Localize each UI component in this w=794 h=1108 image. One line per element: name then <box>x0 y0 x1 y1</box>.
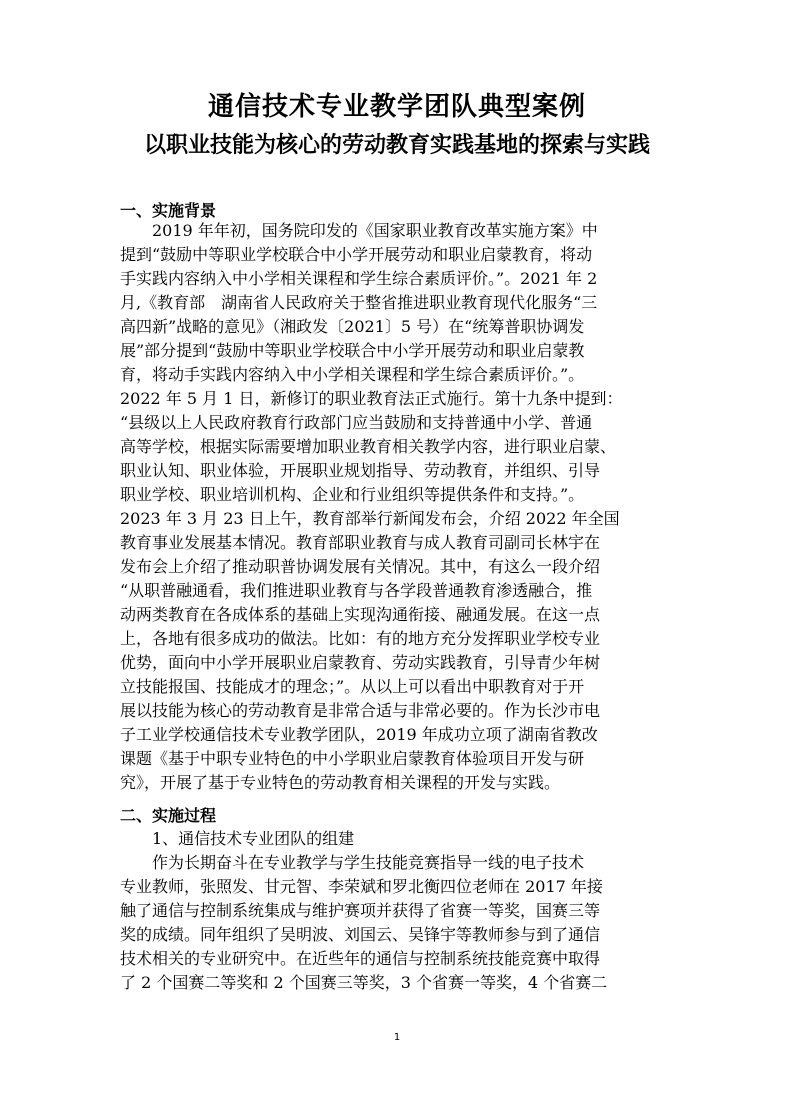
paragraph-line: “从职普融通看，我们推进职业教育与各学段普通教育渗透融合，推 <box>120 581 593 600</box>
paragraph-line: 究》，开展了基于专业特色的劳动教育相关课程的开发与实践。 <box>120 773 561 792</box>
paragraph-line: 发布会上介绍了推动职普协调发展有关情况。其中，有这么一段介绍 <box>120 557 601 576</box>
paragraph-line: 展”部分提到“鼓励中等职业学校联合中小学开展劳动和职业启蒙教 <box>120 341 585 360</box>
paragraph-line: 职业认知、职业体验，开展职业规划指导、劳动教育，并组织、引导 <box>120 461 601 480</box>
paragraph-line: 立技能报国、技能成才的理念；”。从以上可以看出中职教育对于开 <box>120 677 585 696</box>
paragraph-line: 2023 年 3 月 23 日上午，教育部举行新闻发布会，介绍 2022 年全国 <box>120 509 620 528</box>
paragraph-line: 教育事业发展基本情况。教育部职业教育与成人教育司副司长林宇在 <box>120 533 601 552</box>
paragraph-line: 2019 年年初，国务院印发的《国家职业教育改革实施方案》中 <box>152 221 598 240</box>
paragraph-line: 子工业学校通信技术专业教学团队，2019 年成功立项了湖南省教改 <box>120 725 598 744</box>
paragraph-line: 展以技能为核心的劳动教育是非常合适与非常必要的。作为长沙市电 <box>120 701 601 720</box>
paragraph-line: “县级以上人民政府教育行政部门应当鼓励和支持普通中小学、普通 <box>120 413 593 432</box>
section-heading-background: 一、实施背景 <box>120 201 217 220</box>
page-number: 1 <box>393 1032 401 1043</box>
paragraph-line: 了 2 个国赛二等奖和 2 个国赛三等奖，3 个省赛一等奖，4 个省赛二 <box>120 973 608 992</box>
paragraph-line: 优势，面向中小学开展职业启蒙教育、劳动实践教育，引导青少年树 <box>120 653 601 672</box>
paragraph-line: 触了通信与控制系统集成与维护赛项并获得了省赛一等奖，国赛三等 <box>120 901 601 920</box>
paragraph-line: 2022 年 5 月 1 日，新修订的职业教育法正式施行。第十九条中提到： <box>120 389 623 408</box>
paragraph-line: 上，各地有很多成功的做法。比如：有的地方充分发挥职业学校专业 <box>120 629 601 648</box>
paragraph-line: 提到“鼓励中等职业学校联合中小学开展劳动和职业启蒙教育，将动 <box>120 245 593 264</box>
paragraph-line: 高等学校，根据实际需要增加职业教育相关教学内容，进行职业启蒙、 <box>120 437 617 456</box>
paragraph-line: 课题《基于中职专业特色的中小学职业启蒙教育体验项目开发与研 <box>120 749 585 768</box>
subsection-heading: 1、通信技术专业团队的组建 <box>152 829 355 848</box>
paragraph-line: 作为长期奋斗在专业教学与学生技能竞赛指导一线的电子技术 <box>152 853 585 872</box>
paragraph-line: 职业学校、职业培训机构、企业和行业组织等提供条件和支持。”。 <box>120 485 585 504</box>
paragraph-line: 动两类教育在各成体系的基础上实现沟通衔接、融通发展。在这一点 <box>120 605 601 624</box>
section-heading-process: 二、实施过程 <box>120 806 217 825</box>
paragraph-line: 专业教师，张照发、甘元智、李荣斌和罗北衡四位老师在 2017 年接 <box>120 877 603 896</box>
page-title: 通信技术专业教学团队典型案例 <box>207 92 586 122</box>
paragraph-line: 月,《教育部 湖南省人民政府关于整省推进职业教育现代化服务“三 <box>120 293 598 312</box>
page-subtitle: 以职业技能为核心的劳动教育实践基地的探索与实践 <box>143 133 650 158</box>
paragraph-line: 奖的成绩。同年组织了吴明波、刘国云、吴锋宇等教师参与到了通信 <box>120 925 601 944</box>
paragraph-line: 手实践内容纳入中小学相关课程和学生综合素质评价。”。2021 年 2 <box>120 269 598 288</box>
paragraph-line: 高四新”战略的意见》（湘政发〔2021〕5 号）在“统筹普职协调发 <box>120 317 585 336</box>
paragraph-line: 育，将动手实践内容纳入中小学相关课程和学生综合素质评价。”。 <box>120 365 585 384</box>
paragraph-line: 技术相关的专业研究中。在近些年的通信与控制系统技能竞赛中取得 <box>120 949 601 968</box>
